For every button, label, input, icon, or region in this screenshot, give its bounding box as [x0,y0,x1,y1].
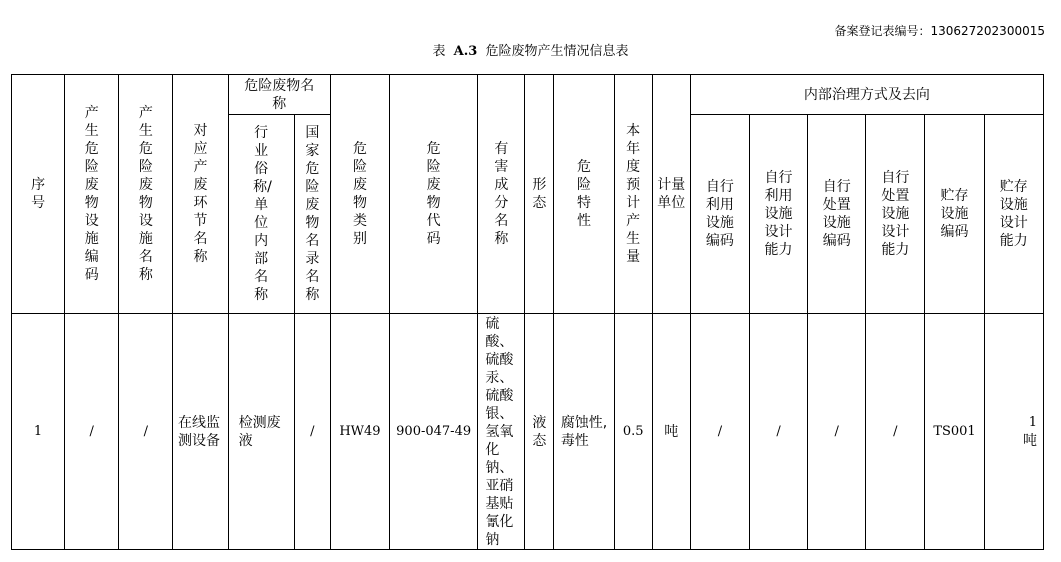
header-storage-code: 贮存设施编码 [925,115,984,314]
cell-form: 液态 [525,314,554,550]
header-national-name: 国家危险废物名录名称 [294,115,330,314]
cell-self-use-code: / [690,314,749,550]
cell-harmful: 硫酸、硫酸汞、硫酸银、氢氧化钠、亚硝基贴氰化钠 [478,314,525,550]
table-row [12,314,1044,550]
cell-property-line1: 腐蚀性, [560,414,608,431]
cell-property-line2: 毒性 [560,432,589,449]
title-prefix: 表 [432,44,446,59]
header-internal-group: 内部治理方式及去向 [690,75,1043,115]
title-number: A.3 [453,44,478,59]
cell-self-use-cap: / [749,314,807,550]
cell-facility-code: / [65,314,119,550]
header-seq: 序号 [12,75,65,314]
cell-code: 900-047-49 [390,314,478,550]
cell-facility-name: / [119,314,173,550]
hazardous-waste-table [11,74,1044,550]
cell-unit: 吨 [652,314,690,550]
cell-category: HW49 [330,314,389,550]
header-row-1 [12,75,1044,115]
header-industry-name: 行业俗称/单位内部名称 [228,115,294,314]
header-form: 形态 [525,75,554,314]
cell-self-dispose-code: / [808,314,866,550]
header-property: 危险特性 [554,75,614,314]
header-self-dispose-code: 自行处置设施编码 [808,115,866,314]
cell-industry-name: 检测废液 [228,314,294,550]
cell-process: 在线监测设备 [173,314,228,550]
cell-national-name: / [294,314,330,550]
table-title [0,40,1061,59]
cell-self-dispose-cap: / [866,314,925,550]
cell-annual: 0.5 [614,314,652,550]
cell-storage-code: TS001 [925,314,984,550]
cell-storage-cap-line1: 1 [1028,415,1037,430]
header-code: 危险废物代码 [390,75,478,314]
cell-storage-cap-line2: 吨 [1023,433,1037,449]
header-self-use-cap: 自行利用设施设计能力 [749,115,807,314]
registration-number: 备案登记表编号：130627202300015 [834,24,1045,38]
header-waste-name-group: 危险废物名称 [228,75,330,115]
header-unit: 计量单位 [652,75,690,314]
header-storage-cap: 贮存设施设计能力 [984,115,1043,314]
title-text: 危险废物产生情况信息表 [485,44,629,59]
cell-storage-cap [984,314,1043,550]
header-process: 对应产废环节名称 [173,75,228,314]
header-facility-name: 产生危险废物设施名称 [119,75,173,314]
header-self-dispose-cap: 自行处置设施设计能力 [866,115,925,314]
header-facility-code: 产生危险废物设施编码 [65,75,119,314]
header-category: 危险废物类别 [330,75,389,314]
cell-seq: 1 [12,314,65,550]
header-self-use-code: 自行利用设施编码 [690,115,749,314]
header-annual: 本年度预计产生量 [614,75,652,314]
header-harmful: 有害成分名称 [478,75,525,314]
cell-property [554,314,614,550]
